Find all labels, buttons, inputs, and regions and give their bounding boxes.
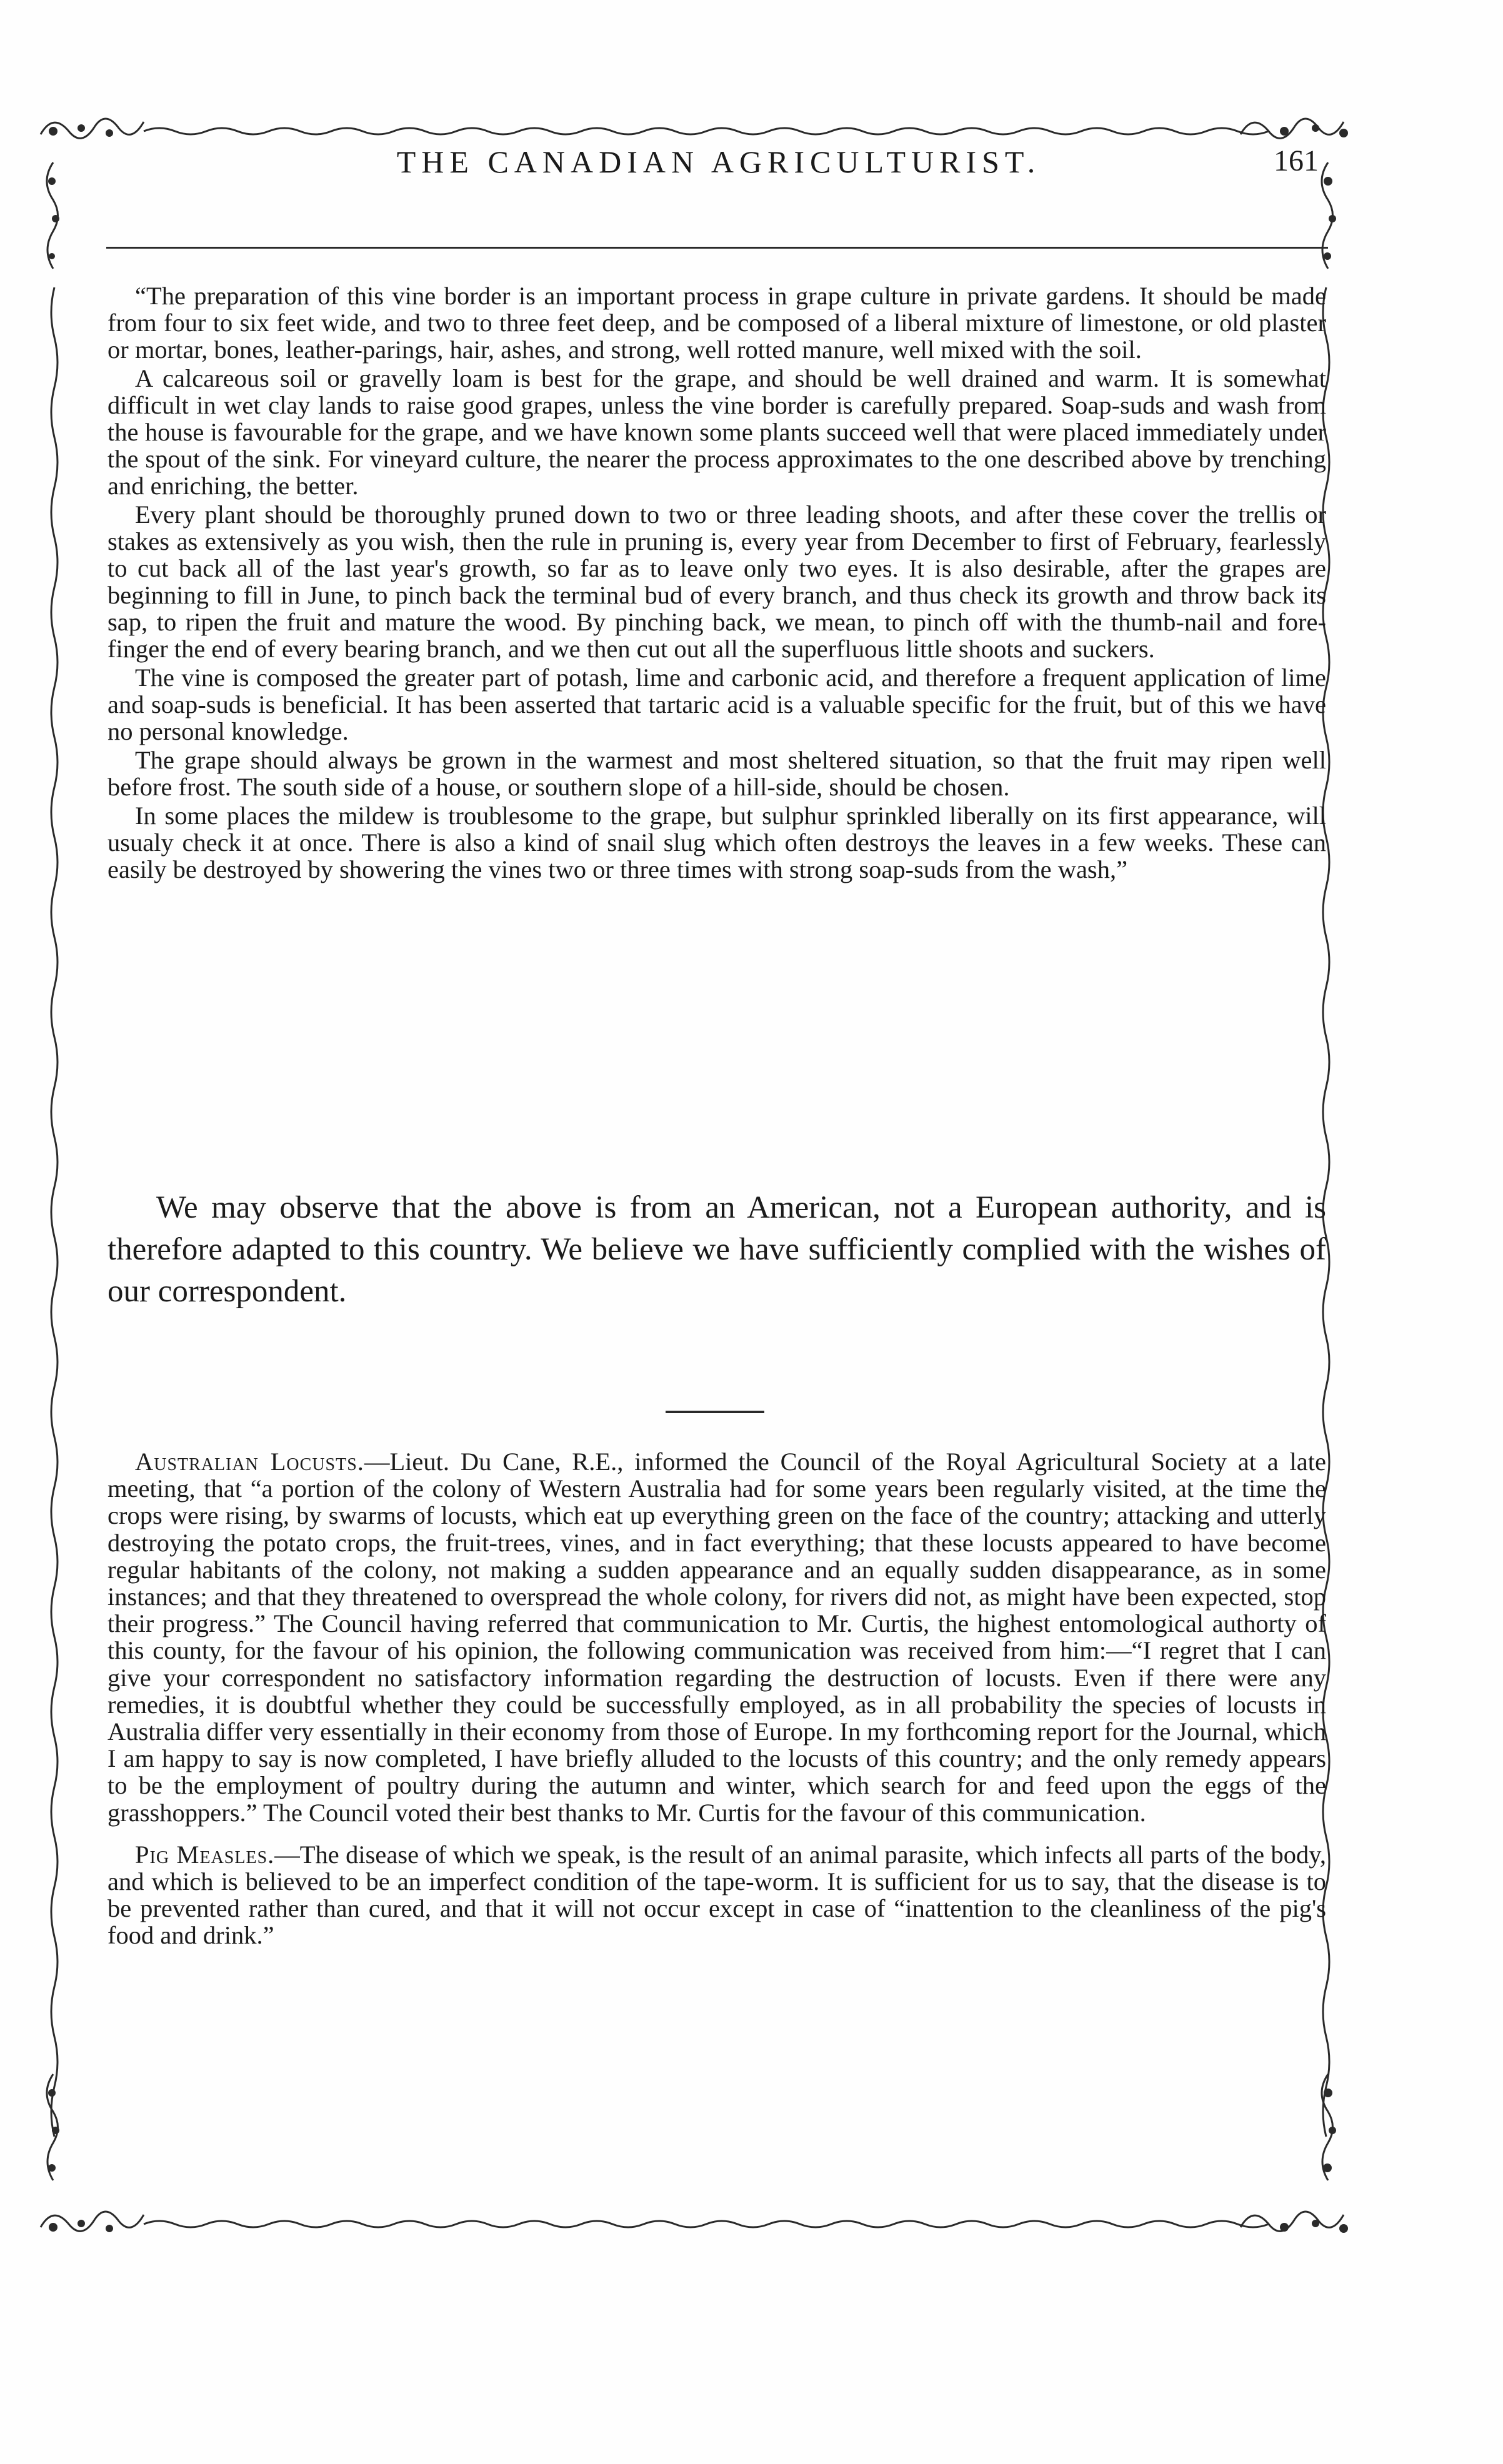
page-number: 161 (1274, 144, 1319, 177)
running-header (106, 144, 1331, 200)
editorial-paragraph: We may observe that the above is from an American, not a European authority, and is therefore adapted to this country. We believe we have sufficiently complied with the wishes of our correspondent. (107, 1190, 1326, 1309)
quote-paragraph: The vine is composed the greater part of potash, lime and carbonic acid, and therefore a frequent application of lime and soap-suds is beneficial. It has been asserted that tartaric acid is a valuable specific for the fruit, but of this we have no personal knowledge. (107, 663, 1326, 745)
journal-title: THE CANADIAN AGRICULTURIST. (396, 144, 1041, 179)
bottom-ornament (34, 2202, 1359, 2252)
article-australian-locusts (107, 1448, 1326, 1826)
left-ornament (34, 150, 72, 2205)
quote-paragraph: In some places the mildew is troublesome to the grape, but sulphur sprinkled liberally on its first appearance, will usualy check it at once. There is also a kind of snail slug which often destroys the leaves in a few weeks. These can easily be destroyed by showering the vines two or three times with strong soap-suds from the wash,” (107, 802, 1326, 883)
quote-paragraph: “The preparation of this vine border is an important process in grape culture in private gardens. It should be made from four to six feet wide, and two to three feet deep, and be composed of a liberal mixture of limestone, or old plaster or mortar, bones, leather-parings, hair, ashes, and strong, well rotted manure, well mixed with the soil. (107, 282, 1326, 364)
article-body: —Lieut. Du Cane, R.E., informed the Council of the Royal Agricultural Society at a late meeting, that “a portion of the colony of Western Australia had for some years been regularly visited, at the time the crops were rising, by swarms of locusts, which eat up everything green on the face of the country; attacking and utterly destroying the potato crops, the fruit-trees, vines, and in fact everything; that these locusts appeared to have become regular habitants of the colony, not making a sudden appearance and an equally sudden disappearance, as in some instances; and that they threatened to overspread the whole colony, for rivers did not, as might have been expected, stop their progress.” The Council having referred that communication to Mr. Curtis, the highest entomological authorty of this county, for the favour of his opinion, the following communication was received from him:—“I regret that I can give your correspondent no satisfactory information regarding the destruction of locusts. Even if there were any remedies, it is doubtful whether they could be successfully employed, as in all probability the species of locusts in Australia differ very essentially in their economy from those of Europe. In my forthcoming report for the Journal, which I am happy to say is now completed, I have briefly alluded to the locusts of this country; and the only remedy appears to be the employment of poultry during the autumn and winter, which search for and feed upon the eggs of the grasshoppers.” The Council voted their best thanks to Mr. Curtis for the favour of this communication. (107, 1448, 1327, 1827)
header-rule (106, 247, 1328, 249)
article-heading: Australian Locusts. (135, 1448, 364, 1476)
article-pig-measles (107, 1841, 1326, 1949)
articles (107, 1448, 1326, 1949)
section-separator (666, 1411, 764, 1413)
quote-paragraph: Every plant should be thoroughly pruned down to two or three leading shoots, and after these cover the trellis or stakes as extensively as you wish, then the rule in pruning is, every year from December to first of February, fearlessly to cut back all of the last year's growth, so far as to leave only two eyes. It is also desirable, after the grapes are beginning to fill in June, to pinch back the terminal bud of every branch, and thus check its growth and throw back its sap, to ripen the fruit and mature the wood. By pinching back, we mean, to pinch off with the thumb-nail and fore-finger the end of every bearing branch, and we then cut out all the superfluous little shoots and suckers. (107, 500, 1326, 663)
article-body: —The disease of which we speak, is the result of an animal parasite, which infects all parts of the body, and which is believed to be an imperfect condition of the tape-worm. It is sufficient for us to say, that the disease is to be prevented rather than cured, and that it will not occur except in case of “inattention to the cleanliness of the pig's food and drink.” (107, 1840, 1326, 1950)
quote-paragraph: A calcareous soil or gravelly loam is best for the grape, and should be well drained and warm. It is somewhat difficult in wet clay lands to raise good grapes, unless the vine border is carefully prepared. Soap-suds and wash from the house is favourable for the grape, and we have known some plants succeed well that were placed immediately under the spout of the sink. For vineyard culture, the nearer the process approximates to the one described above by trenching and enriching, the better. (107, 364, 1326, 500)
quoted-passage (107, 282, 1326, 883)
article-heading: Pig Measles. (135, 1840, 275, 1869)
quote-paragraph: The grape should always be grown in the warmest and most sheltered situation, so that the fruit may ripen well before frost. The south side of a house, or southern slope of a hill-side, should be chosen. (107, 746, 1326, 801)
editorial-comment (107, 1187, 1326, 1313)
